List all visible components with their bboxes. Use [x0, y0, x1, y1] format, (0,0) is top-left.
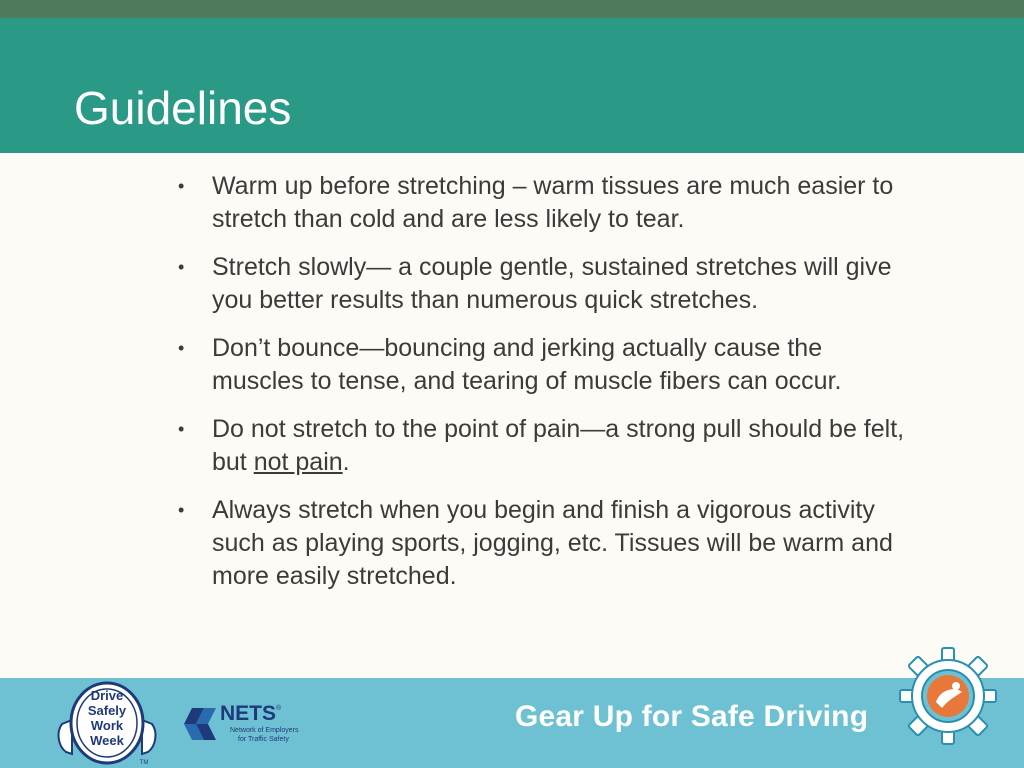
- footer-tagline: Gear Up for Safe Driving: [515, 700, 869, 733]
- bullet-item-dont-bounce: [178, 332, 913, 398]
- bullet-text: Always stretch when you begin and finish a vigorous activity such as playing sports, jogging, etc. Tissues will be warm and more easily stretched.: [212, 496, 893, 590]
- nets-name: NETS: [220, 702, 277, 725]
- nets-registered-mark: ®: [276, 705, 282, 712]
- bullet-dot-icon: •: [178, 419, 185, 439]
- nets-emblem-icon: [184, 708, 216, 740]
- bullet-list: [178, 170, 913, 608]
- bullet-text: Warm up before stretching – warm tissues are much easier to stretch than cold and are less likely to tear.: [212, 172, 894, 233]
- bullet-text: Don’t bounce—bouncing and jerking actually cause the muscles to tense, and tearing of muscle fibers can occur.: [212, 334, 842, 395]
- bullet-text: Stretch slowly— a couple gentle, sustained stretches will give you better results than numerous quick stretches.: [212, 253, 892, 314]
- slide-title: Guidelines: [74, 82, 292, 134]
- nets-subtitle-line-2: for Traffic Safety: [238, 736, 289, 743]
- bullet-item-warm-up: [178, 170, 913, 236]
- dsww-line-4: Week: [90, 733, 124, 748]
- dsww-line-3: Work: [90, 718, 124, 733]
- bullet-item-no-pain: [178, 413, 913, 479]
- dsww-line-1: Drive: [90, 688, 124, 703]
- gear-steering-wheel-icon: [898, 646, 998, 746]
- bullet-text-suffix: .: [342, 448, 350, 476]
- bullet-dot-icon: •: [178, 338, 185, 358]
- bullet-dot-icon: •: [178, 257, 185, 277]
- nets-subtitle-line-1: Network of Employers: [230, 727, 299, 734]
- top-accent-strip: [0, 0, 1024, 18]
- bullet-text-prefix: Do not stretch to the point of pain—a strong pull should be felt, but: [212, 415, 905, 476]
- bullet-dot-icon: •: [178, 176, 185, 196]
- nets-logo: [180, 698, 320, 750]
- bullet-dot-icon: •: [178, 500, 185, 520]
- drive-safely-work-week-logo: [52, 680, 162, 766]
- bullet-text-underlined: not pain: [253, 448, 343, 476]
- dsww-tm: TM: [139, 760, 149, 766]
- dsww-line-2: Safely: [87, 703, 127, 718]
- bullet-item-stretch-slowly: [178, 251, 913, 317]
- bullet-item-always-stretch: [178, 494, 913, 593]
